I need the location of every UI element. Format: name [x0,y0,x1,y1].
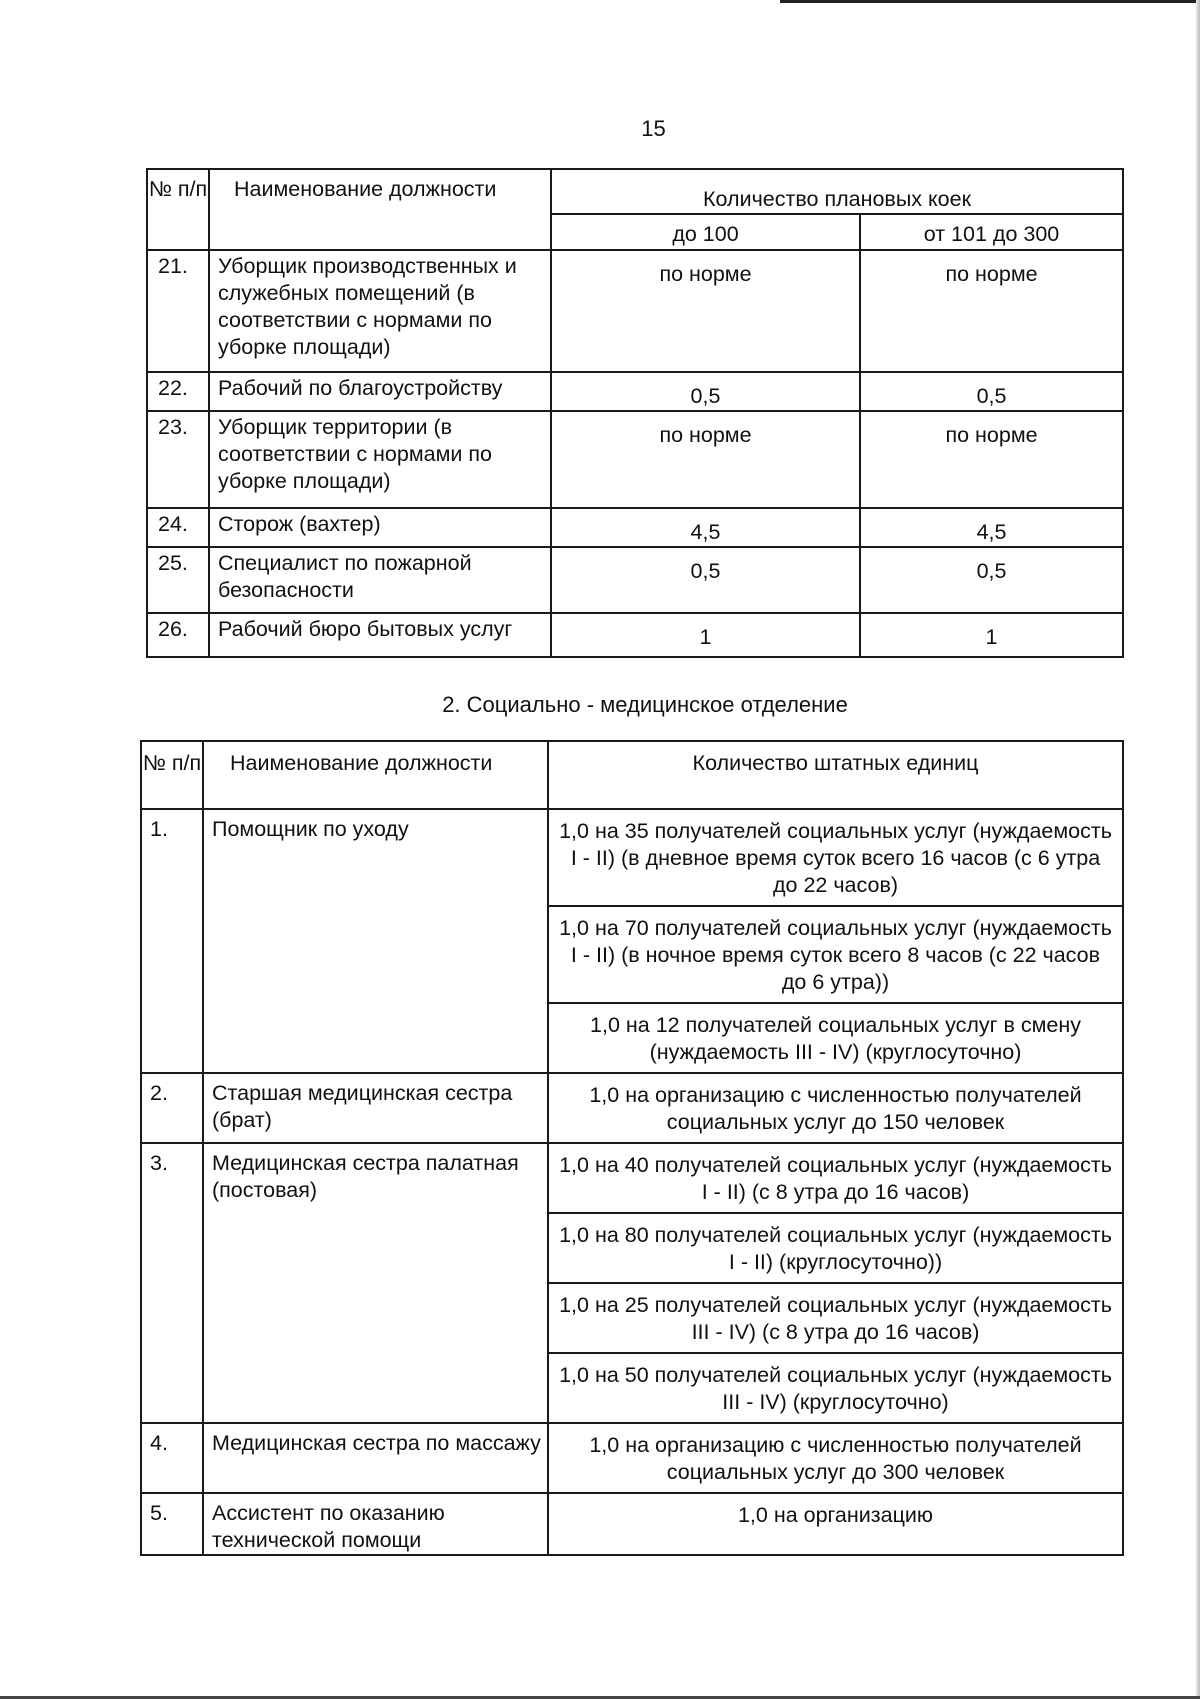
staff-units-value: 1,0 на 40 получателей социальных услуг (нуждаемость I - II) (с 8 утра до 16 часов) [548,1143,1123,1213]
value-up-to-100: по норме [551,250,860,372]
position-name: Помощник по уходу [203,809,548,1073]
table-header-row [141,741,1123,809]
staff-units-value: 1,0 на организацию с численностью получателей социальных услуг до 150 человек [548,1073,1123,1143]
staff-units-value: 1,0 на 80 получателей социальных услуг (нуждаемость I - II) (круглосуточно)) [548,1213,1123,1283]
position-name: Ассистент по оказанию технической помощи [203,1493,548,1555]
row-number: 3. [141,1143,203,1423]
table-row [147,411,1123,508]
position-name: Старшая медицинская сестра (брат) [203,1073,548,1143]
header-up-to-100: до 100 [551,214,860,250]
header-staff-units: Количество штатных единиц [548,741,1123,809]
staff-units-value: 1,0 на организацию с численностью получателей социальных услуг до 300 человек [548,1423,1123,1493]
row-number: 2. [141,1073,203,1143]
position-name: Специалист по пожарной безопасности [209,547,551,613]
table-row [147,613,1123,657]
staffing-table-beds [146,168,1124,658]
header-position-name: Наименование должности [203,741,548,809]
staff-units-value: 1,0 на организацию [548,1493,1123,1555]
position-name: Медицинская сестра палатная (постовая) [203,1143,548,1423]
value-up-to-100: 0,5 [551,547,860,613]
value-up-to-100: 0,5 [551,372,860,411]
scan-edge-right [1196,0,1200,1699]
value-101-to-300: 0,5 [860,372,1123,411]
staff-units-value: 1,0 на 35 получателей социальных услуг (нуждаемость I - II) (в дневное время суток всего 16 часов (с 6 утра до 22 часов) [548,809,1123,906]
value-up-to-100: 4,5 [551,508,860,547]
scan-edge-top [780,0,1200,3]
position-name: Рабочий по благоустройству [209,372,551,411]
staff-units-value: 1,0 на 12 получателей социальных услуг в смену (нуждаемость III - IV) (круглосуточно) [548,1003,1123,1073]
value-101-to-300: 1 [860,613,1123,657]
row-number: 22. [147,372,209,411]
value-101-to-300: по норме [860,250,1123,372]
row-number: 1. [141,809,203,1073]
table-row [141,1143,1123,1213]
table-row [141,809,1123,906]
row-number: 24. [147,508,209,547]
section-title: 2. Социально - медицинское отделение [442,692,848,717]
row-number: 23. [147,411,209,508]
header-101-to-300: от 101 до 300 [860,214,1123,250]
table-row [141,1493,1123,1555]
table-row [147,547,1123,613]
value-101-to-300: по норме [860,411,1123,508]
row-number: 21. [147,250,209,372]
page-number: 15 [641,116,666,141]
table-row [141,1073,1123,1143]
staff-units-value: 1,0 на 50 получателей социальных услуг (нуждаемость III - IV) (круглосуточно) [548,1353,1123,1423]
value-101-to-300: 0,5 [860,547,1123,613]
row-number: 26. [147,613,209,657]
table-row [141,1423,1123,1493]
header-bed-count: Количество плановых коек [551,169,1123,214]
row-number: 25. [147,547,209,613]
row-number: 4. [141,1423,203,1493]
table-row [147,508,1123,547]
header-position-name: Наименование должности [209,169,551,250]
position-name: Медицинская сестра по массажу [203,1423,548,1493]
position-name: Уборщик производственных и служебных помещений (в соответствии с нормами по уборке площади) [209,250,551,372]
staff-units-value: 1,0 на 70 получателей социальных услуг (нуждаемость I - II) (в ночное время суток всего 8 часов (с 22 часов до 6 утра)) [548,906,1123,1003]
position-name: Рабочий бюро бытовых услуг [209,613,551,657]
value-up-to-100: по норме [551,411,860,508]
row-number: 5. [141,1493,203,1555]
position-name: Сторож (вахтер) [209,508,551,547]
value-up-to-100: 1 [551,613,860,657]
value-101-to-300: 4,5 [860,508,1123,547]
table-header-row [147,169,1123,214]
header-num: № п/п [141,741,203,809]
staffing-table-medical [140,740,1124,1556]
table-row [147,250,1123,372]
table-row [147,372,1123,411]
header-num: № п/п [147,169,209,250]
position-name: Уборщик территории (в соответствии с нормами по уборке площади) [209,411,551,508]
staff-units-value: 1,0 на 25 получателей социальных услуг (нуждаемость III - IV) (с 8 утра до 16 часов) [548,1283,1123,1353]
